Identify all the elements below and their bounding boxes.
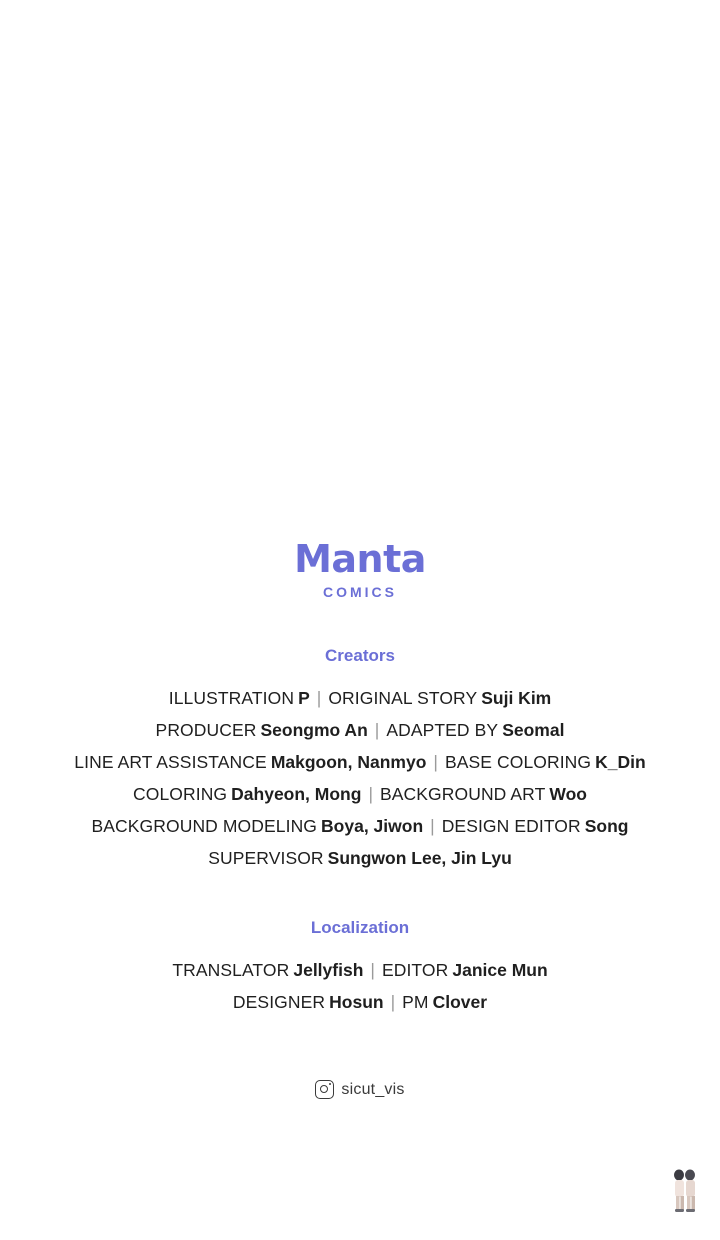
credit-name: Suji Kim	[481, 688, 552, 708]
credit-line	[0, 714, 720, 746]
credit-name: Jellyfish	[293, 960, 364, 980]
credit-name: Sungwon Lee, Jin Lyu	[327, 848, 512, 868]
credit-name: Woo	[549, 784, 587, 804]
credit-separator: |	[368, 784, 373, 804]
credit-role: ILLUSTRATION	[168, 688, 295, 708]
credit-role: TRANSLATOR	[172, 960, 290, 980]
credit-role: LINE ART ASSISTANCE	[74, 752, 267, 772]
credit-name: Seongmo An	[260, 720, 368, 740]
credits-block	[0, 537, 720, 1099]
credit-name: Janice Mun	[452, 960, 548, 980]
credit-name: Boya, Jiwon	[321, 816, 424, 836]
social-handle-row[interactable]	[0, 1080, 720, 1099]
credit-separator: |	[316, 688, 322, 708]
credit-separator: |	[430, 816, 435, 836]
credit-separator: |	[370, 960, 375, 980]
credit-separator: |	[433, 752, 438, 772]
section-title-creators: Creators	[325, 646, 395, 665]
credit-role: ADAPTED BY	[386, 720, 499, 740]
credit-name: Clover	[432, 992, 488, 1012]
credit-separator: |	[374, 720, 380, 740]
section-title-localization: Localization	[310, 918, 410, 937]
credit-role: DESIGNER	[232, 992, 326, 1012]
credit-name: Song	[584, 816, 629, 836]
credit-line	[0, 842, 720, 874]
credit-role: BACKGROUND MODELING	[91, 816, 318, 836]
credit-name: Hosun	[329, 992, 384, 1012]
credit-role: EDITOR	[381, 960, 449, 980]
credit-line	[0, 778, 720, 810]
instagram-icon	[315, 1080, 334, 1099]
credit-line	[0, 810, 720, 842]
logo-subtitle: COMICS	[323, 584, 397, 600]
character-figure-icon	[668, 1166, 702, 1216]
credit-name: Dahyeon, Mong	[231, 784, 362, 804]
credit-line	[0, 954, 720, 986]
social-handle-text: sicut_vis	[341, 1080, 405, 1098]
credit-name: P	[298, 688, 310, 708]
credit-line	[0, 746, 720, 778]
credit-name: Seomal	[502, 720, 565, 740]
credit-role: BASE COLORING	[444, 752, 592, 772]
credit-role: PM	[402, 992, 429, 1012]
credits-sections	[0, 646, 720, 1018]
credit-role: PRODUCER	[155, 720, 257, 740]
credit-line	[0, 986, 720, 1018]
credit-line	[0, 682, 720, 714]
credit-name: Makgoon, Nanmyo	[270, 752, 427, 772]
manta-logo	[0, 537, 720, 600]
credit-separator: |	[390, 992, 396, 1012]
credit-role: COLORING	[133, 784, 228, 804]
credit-name: K_Din	[595, 752, 646, 772]
credit-role: BACKGROUND ART	[379, 784, 546, 804]
credit-role: ORIGINAL STORY	[328, 688, 478, 708]
credit-role: SUPERVISOR	[208, 848, 324, 868]
credit-role: DESIGN EDITOR	[441, 816, 581, 836]
logo-wordmark: Manta	[294, 537, 426, 581]
